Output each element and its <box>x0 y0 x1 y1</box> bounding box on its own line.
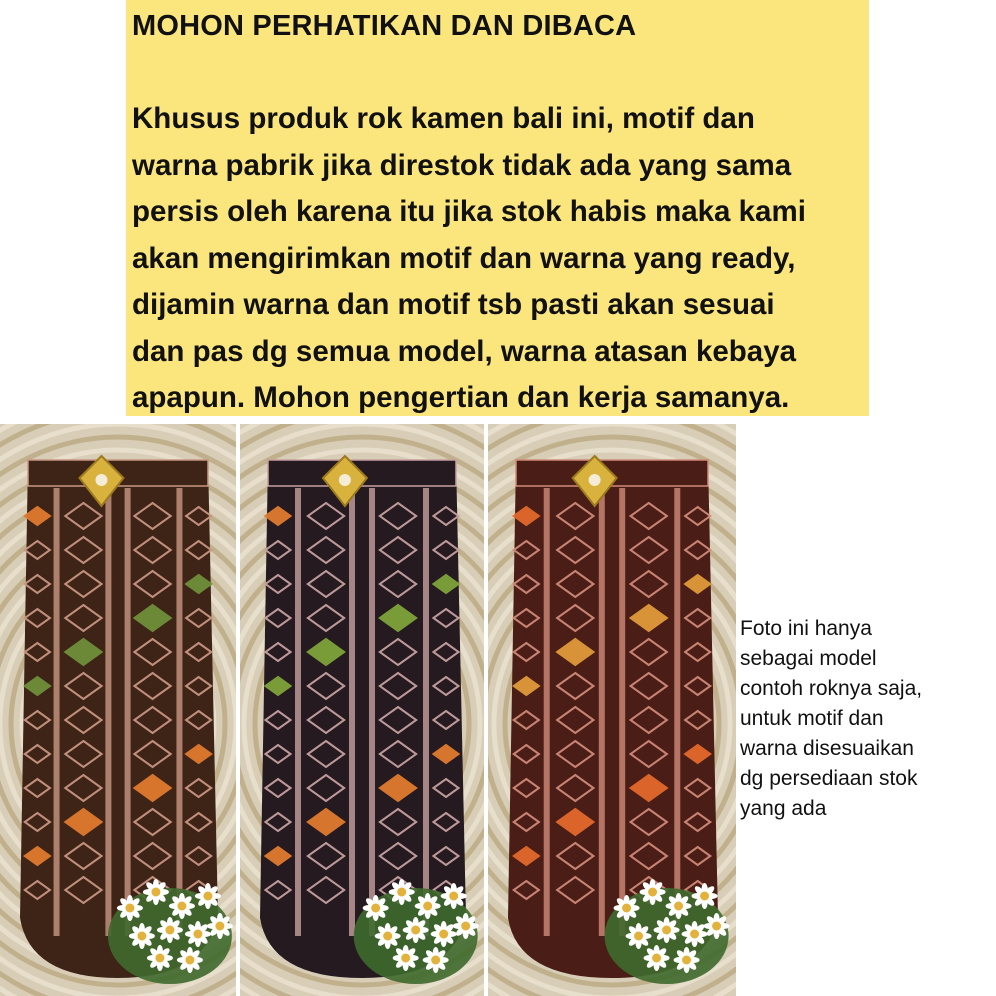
daisy-center <box>449 892 458 901</box>
pattern-stripe <box>295 488 301 936</box>
photo-illustration <box>488 424 736 996</box>
skirt-photo-black <box>240 424 484 996</box>
notice-line: warna pabrik jika direstok tidak ada yang sama <box>132 148 792 182</box>
pattern-stripe <box>176 488 182 936</box>
skirt-photo-red <box>488 424 736 996</box>
daisy-center <box>125 904 134 913</box>
caption-line: dg persediaan stok <box>740 767 918 790</box>
caption-line: warna disesuaikan <box>740 737 914 760</box>
notice-line: apapun. Mohon pengertian dan kerja samanya. <box>132 381 790 414</box>
notice-line: persis oleh karena itu jika stok habis maka kami <box>132 195 806 228</box>
daisy-center <box>712 922 721 931</box>
daisy-center <box>411 926 420 935</box>
daisy-center <box>203 892 212 901</box>
notice-line: Khusus produk rok kamen bali ini, motif dan <box>132 102 755 135</box>
daisy-center <box>177 902 186 911</box>
notice-line: dan pas dg semua model, warna atasan kebaya <box>132 334 797 368</box>
pattern-stripe <box>619 488 625 936</box>
daisy-center <box>397 888 406 897</box>
photo-illustration <box>240 424 484 996</box>
daisy-center <box>155 954 164 963</box>
pattern-stripe <box>544 488 550 936</box>
daisy-center <box>383 932 392 941</box>
daisy-center <box>648 888 657 897</box>
pattern-stripe <box>674 488 680 936</box>
daisy-center <box>674 902 683 911</box>
daisy-center <box>423 902 432 911</box>
skirt-photo-brown <box>0 424 236 996</box>
brooch-pearl <box>589 474 601 486</box>
daisy-center <box>652 954 661 963</box>
brooch-pearl <box>95 474 107 486</box>
daisy-center <box>371 904 380 913</box>
pattern-stripe <box>599 488 605 936</box>
daisy-center <box>401 954 410 963</box>
daisy-center <box>151 888 160 897</box>
caption-line: Foto ini hanya <box>740 617 872 640</box>
daisy-center <box>439 930 448 939</box>
pattern-stripe <box>369 488 375 936</box>
daisy-center <box>165 926 174 935</box>
notice-banner <box>126 0 869 416</box>
notice-title: MOHON PERHATIKAN DAN DIBACA <box>132 10 637 42</box>
daisy-center <box>622 904 631 913</box>
daisy-center <box>185 956 194 965</box>
pattern-stripe <box>423 488 429 936</box>
caption-line: untuk motif dan <box>740 707 884 730</box>
caption-line: sebagai model <box>740 647 877 670</box>
daisy-center <box>215 922 224 931</box>
notice-line: dijamin warna dan motif tsb pasti akan sesuai <box>132 288 775 321</box>
pattern-stripe <box>105 488 111 936</box>
daisy-center <box>690 930 699 939</box>
daisy-center <box>193 930 202 939</box>
daisy-center <box>682 956 691 965</box>
daisy-center <box>137 932 146 941</box>
caption-line: yang ada <box>740 797 827 820</box>
caption-line: contoh roknya saja, <box>740 677 923 700</box>
daisy-center <box>431 956 440 965</box>
notice-body <box>132 96 867 422</box>
daisy-center <box>634 932 643 941</box>
daisy-center <box>662 926 671 935</box>
pattern-stripe <box>54 488 60 936</box>
notice-line: akan mengirimkan motif dan warna yang ready, <box>132 241 796 275</box>
pattern-stripe <box>349 488 355 936</box>
daisy-center <box>700 892 709 901</box>
photo-caption <box>740 614 996 824</box>
daisy-center <box>461 922 470 931</box>
photo-illustration <box>0 424 236 996</box>
pattern-stripe <box>125 488 131 936</box>
brooch-pearl <box>339 474 351 486</box>
